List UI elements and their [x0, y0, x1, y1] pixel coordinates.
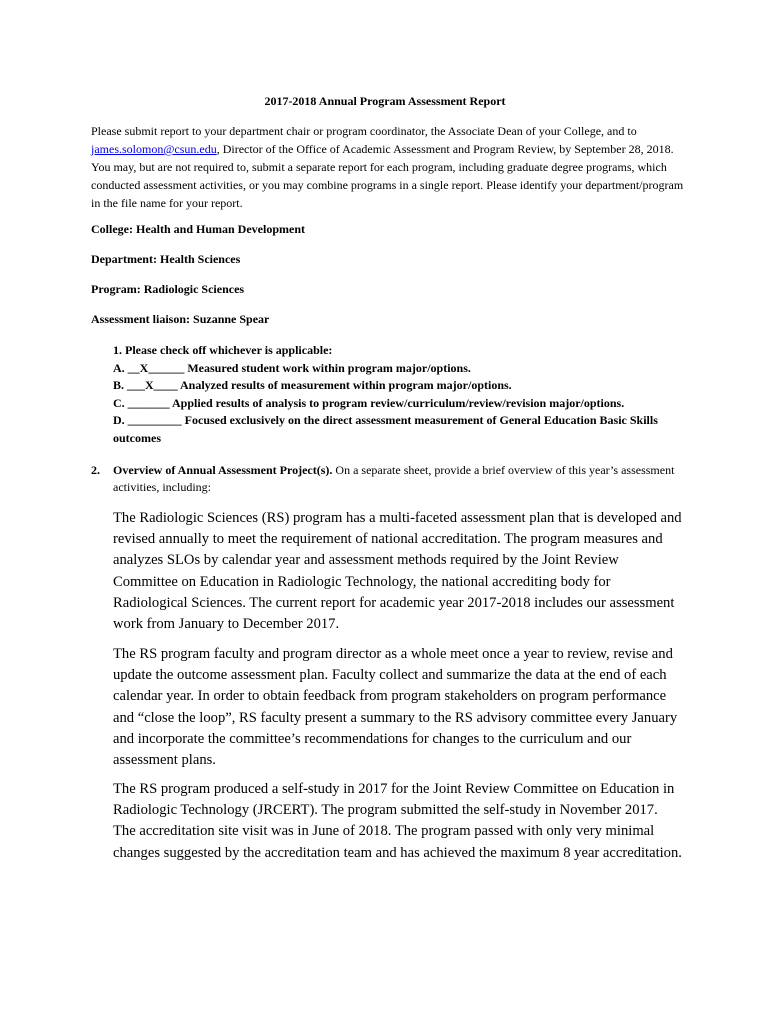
liaison-field: [91, 312, 269, 327]
email-link[interactable]: james.solomon@csun.edu: [91, 142, 217, 156]
section-2-instruction: On a separate sheet, provide a brief overview of this year’s assessment activities, including:: [113, 463, 675, 494]
program-label: Program:: [91, 282, 141, 296]
liaison-label: Assessment liaison:: [91, 312, 191, 326]
intro-text-end: , Director of the Office of Academic Assessment and Program Review, by September 28, 2018. You may, but are not required to, submit a separate report for each program, including graduate degree programs, which conducted assessment activities, or you may combine programs in a single report. Please identify your department/program in the file name for your report.: [91, 142, 684, 210]
checklist-question: 1. Please check off whichever is applicable:: [113, 343, 333, 357]
college-value: Health and Human Development: [135, 222, 305, 236]
department-label: Department:: [91, 252, 157, 266]
section-2: [91, 462, 681, 496]
body-paragraph-2: The RS program faculty and program director as a whole meet once a year to review, revise and update the outcome assessment plan. Faculty collect and summarize the data at the end of each calendar year. In order to obtain feedback from program stakeholders on program performance and “close the loop”, RS faculty present a summary to the RS advisory committee every January and incorporate the committee’s recommendations for changes to the curriculum and our assessment plans.: [113, 646, 678, 769]
checklist-item-d: D. _________ Focused exclusively on the direct assessment measurement of General Education Basic Skills outcomes: [113, 413, 658, 445]
checklist-item-c: C. _______ Applied results of analysis to program review/curriculum/review/revision major/options.: [113, 395, 625, 410]
liaison-value: Suzanne Spear: [193, 312, 270, 326]
program-field: [91, 282, 244, 297]
applicability-checklist: [113, 342, 673, 447]
section-2-heading: Overview of Annual Assessment Project(s).: [113, 463, 333, 477]
body-paragraph-3: The RS program produced a self-study in 2017 for the Joint Review Committee on Education in Radiologic Technology (JRCERT). The program submitted the self-study in November 2017. The accreditation site visit was in June of 2018. The program passed with only very minimal changes suggested by the accreditation team and has achieved the maximum 8 year accreditation.: [113, 781, 682, 861]
report-title: 2017-2018 Annual Program Assessment Report: [264, 94, 506, 108]
college-label: College:: [91, 222, 133, 236]
college-field: [91, 222, 305, 237]
checklist-item-a: A. __X______ Measured student work within program major/options.: [113, 360, 471, 375]
department-value: Health Sciences: [159, 252, 241, 266]
intro-paragraph: [91, 122, 686, 212]
program-value: Radiologic Sciences: [143, 282, 245, 296]
section-2-body: [113, 462, 681, 496]
body-paragraph-1: The Radiologic Sciences (RS) program has a multi-faceted assessment plan that is developed and revised annually to meet the requirement of national accreditation. The program measures and analyzes SLOs by calendar year and assessment methods required by the Joint Review Committee on Education in Radiologic Technology, the national accrediting body for Radiological Sciences. The current report for academic year 2017-2018 includes our assessment work from January to December 2017.: [113, 510, 682, 633]
intro-text-start: Please submit report to your department chair or program coordinator, the Associate Dean of your College, and to: [91, 124, 637, 138]
section-2-number: 2.: [91, 463, 100, 477]
checklist-item-b: B. ___X____ Analyzed results of measurement within program major/options.: [113, 378, 512, 392]
department-field: [91, 252, 240, 267]
